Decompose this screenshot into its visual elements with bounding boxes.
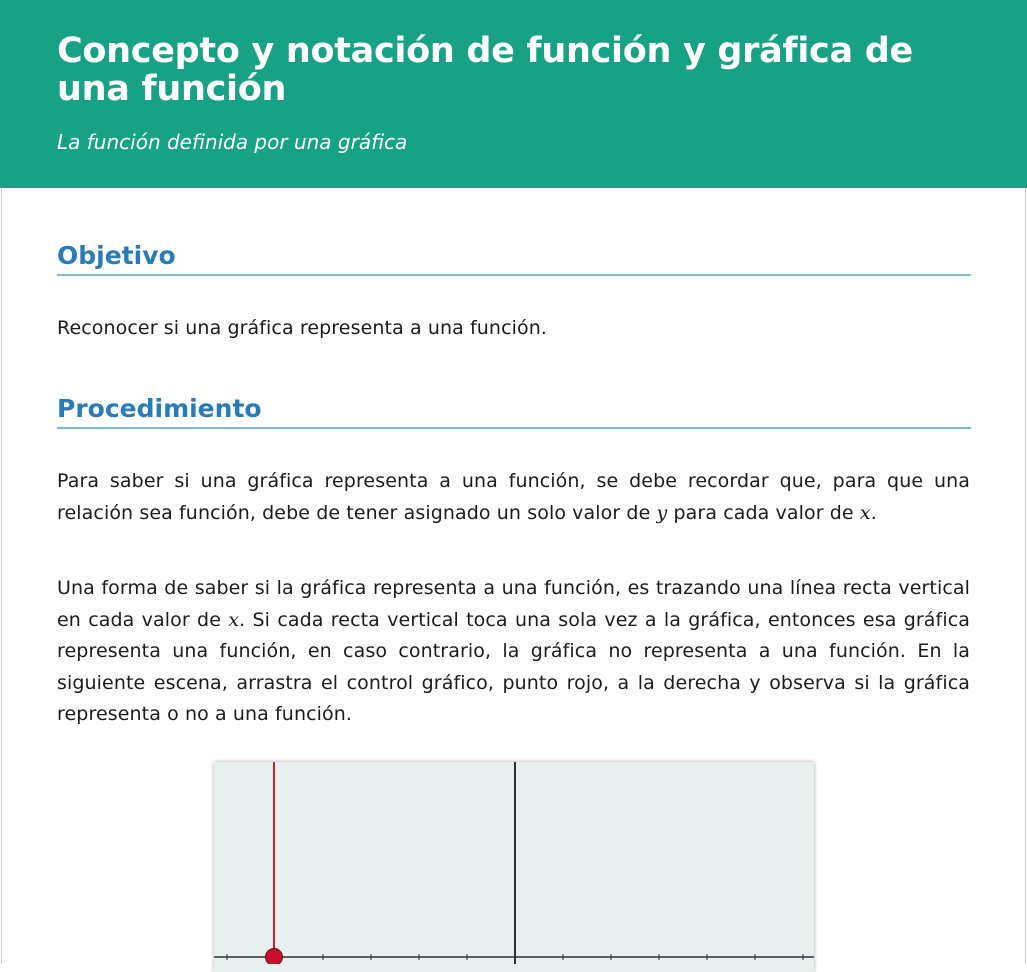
red-control-point[interactable] <box>266 949 283 965</box>
heading-objetivo: Objetivo <box>57 240 971 276</box>
p1-text-a: Para saber si una gráfica representa a una función, se debe recordar que, para que una relación sea función, debe de tener asignado un solo valor de <box>57 470 970 524</box>
procedimiento-paragraph-2 <box>57 573 970 731</box>
variable-x: x <box>228 608 240 631</box>
header-banner <box>0 0 1027 188</box>
p2-text-b: . Si cada recta vertical toca una sola vez a la gráfica, entonces esa gráfica representa una función, en caso contrario, la gráfica no representa a una función. En la siguiente escena, arrastra el control gráfico, punto rojo, a la derecha y observa si la gráfica representa o no a una función. <box>57 608 970 725</box>
procedimiento-paragraph-1 <box>57 466 970 529</box>
p2-text-a: Una forma de saber si la gráfica representa a una función, es trazando una línea recta vertical en cada valor de <box>57 577 970 631</box>
p1-text-b: para cada valor de <box>667 501 860 524</box>
page-subtitle: La función definida por una gráfica <box>57 130 408 154</box>
scene-canvas <box>214 762 814 964</box>
variable-x: x <box>859 501 871 524</box>
interactive-scene[interactable] <box>214 762 814 972</box>
variable-y: y <box>656 501 668 524</box>
objetivo-text: Reconocer si una gráfica representa a una función. <box>57 317 548 339</box>
heading-procedimiento: Procedimiento <box>57 393 971 429</box>
p1-text-c: . <box>870 501 877 524</box>
page-title: Concepto y notación de función y gráfica de una función <box>57 31 913 109</box>
